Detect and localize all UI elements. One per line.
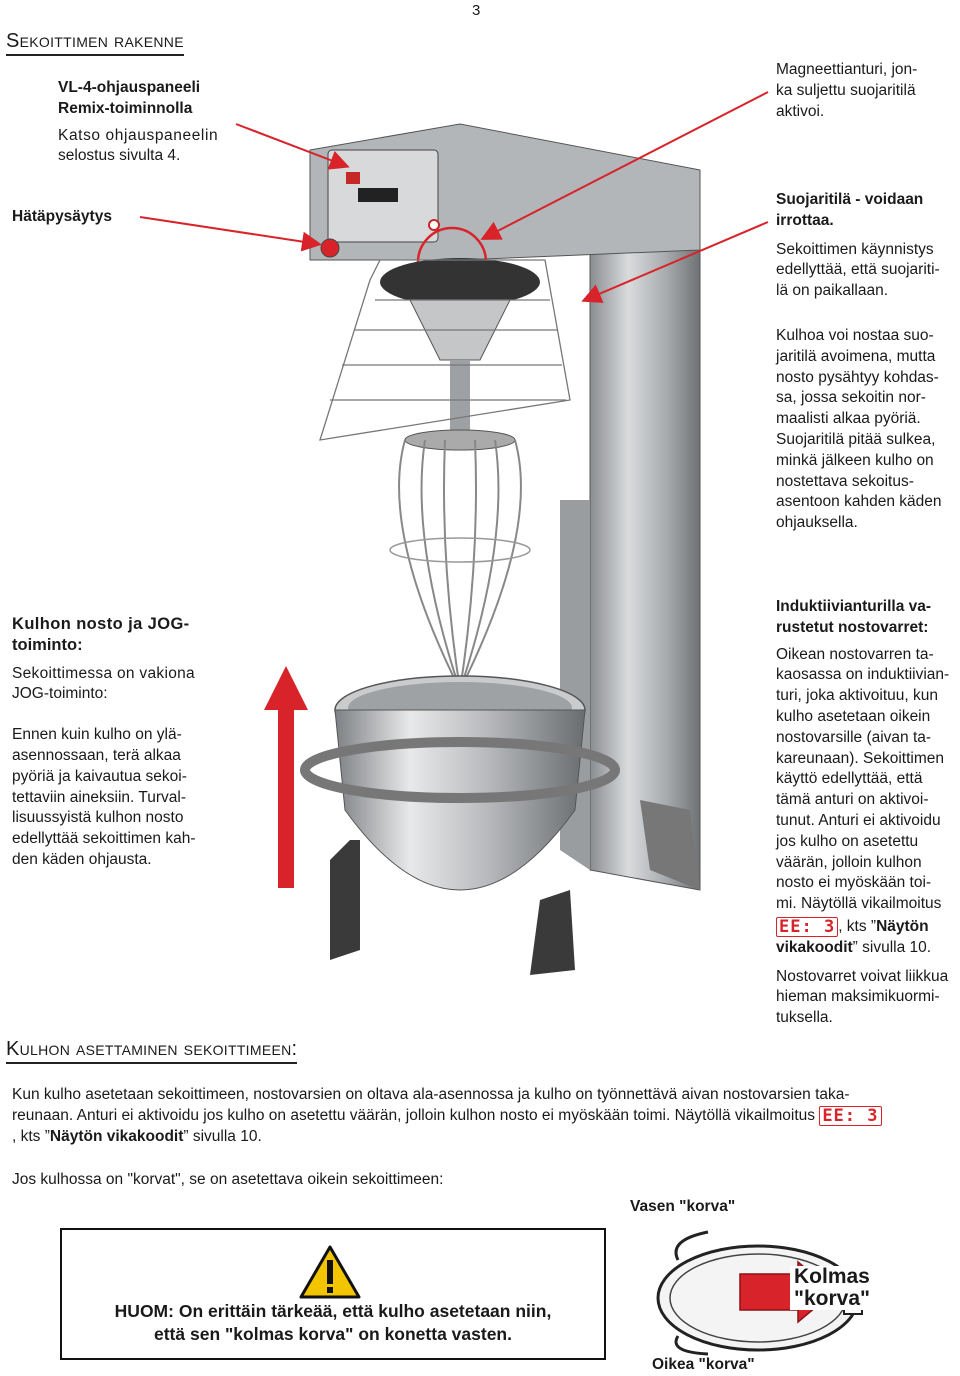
jog-p2-line: tettaviin aineksiin. Turval-	[12, 788, 187, 806]
induction-note-line: Nostovarret voivat liikkua	[776, 967, 949, 985]
jog-p2-line: lisuussyistä kulhon nosto	[12, 809, 184, 827]
induction-note-line: tuksella.	[776, 1009, 833, 1027]
guard-start-line: edellyttää, että suojariti-	[776, 261, 940, 279]
magnetic-sensor-line: aktivoi.	[776, 102, 825, 120]
induction-note-line: hieman maksimikuormi-	[776, 988, 940, 1006]
guard-lift-line: minkä jälkeen kulho on	[776, 451, 934, 469]
error-code-display: EE: 3	[819, 1106, 881, 1126]
jog-p2-line: asennossaan, terä alkaa	[12, 746, 181, 764]
placement-ears-text: Jos kulhossa on "korvat", se on asetettava oikein sekoittimeen:	[12, 1171, 444, 1188]
placement-paragraph	[12, 1085, 952, 1147]
placement-line	[12, 1106, 952, 1127]
arrow-emergency-stop	[140, 217, 318, 244]
warning-icon	[298, 1244, 362, 1300]
induction-ref-line	[776, 917, 960, 938]
guard-lift-line: Kulhoa voi nostaa suo-	[776, 327, 934, 344]
third-ear-line: Kolmas	[794, 1265, 870, 1288]
jog-title-line: Kulhon nosto ja JOG-	[12, 615, 190, 633]
guard-lift-line: Suojaritilä pitää sulkea,	[776, 430, 936, 448]
induction-body-line: nostovarsille (aivan ta-	[776, 728, 932, 746]
guard-lift-line: nostettava sekoitus-	[776, 472, 914, 490]
placement-ref-pre: , kts ”	[12, 1127, 50, 1145]
jog-p2-line: pyöriä ja kaivautua sekoi-	[12, 767, 187, 785]
warning-box	[60, 1228, 606, 1360]
jog-p2-line: den käden ohjausta.	[12, 850, 152, 868]
guard-lift-line: maalisti alkaa pyöriä.	[776, 410, 921, 428]
induction-title-line: rustetut nostovarret:	[776, 618, 929, 636]
control-panel-title-1: VL-4-ohjauspaneeli	[58, 79, 201, 96]
induction-body-line: nosto ei myöskään toi-	[776, 874, 932, 892]
jog-p1-line: JOG-toiminto:	[12, 685, 108, 703]
jog-p1-line: Sekoittimessa on vakiona	[12, 664, 195, 682]
magnetic-sensor-line: Magneettianturi, jon-	[776, 61, 918, 78]
warning-line: että sen "kolmas korva" on konetta vasten.	[154, 1324, 512, 1344]
section-heading-structure: Sekoittimen rakenne	[6, 30, 184, 56]
placement-ref-post: ” sivulla 10.	[183, 1127, 262, 1145]
induction-body-line: jos kulho on asetettu	[776, 832, 919, 850]
callout-arrows	[0, 0, 960, 600]
guard-start-line: lä on paikallaan.	[776, 282, 889, 300]
section-heading-placement: Kulhon asettaminen sekoittimeen:	[6, 1038, 297, 1064]
left-ear-label: Vasen "korva"	[630, 1198, 736, 1215]
control-panel-desc-2: selostus sivulta 4.	[58, 147, 181, 165]
jog-title-line: toiminto:	[12, 635, 83, 654]
page-number: 3	[472, 2, 481, 19]
arrow-magnetic-sensor	[484, 92, 768, 238]
guard-title-line: Suojaritilä - voidaan	[776, 191, 924, 208]
induction-ref-pre: , kts ”	[838, 918, 877, 936]
placement-line	[12, 1127, 952, 1148]
control-panel-title-2: Remix-toiminnolla	[58, 99, 193, 117]
third-ear-line: "korva"	[794, 1287, 870, 1310]
error-code-display: EE: 3	[776, 917, 838, 937]
guard-lift-line: asentoon kahden käden	[776, 493, 942, 511]
arrow-guard	[585, 222, 768, 300]
right-ear-label: Oikea "korva"	[652, 1356, 755, 1373]
guard-lift-line: ohjauksella.	[776, 514, 858, 532]
induction-ref-post: ” sivulla 10.	[852, 938, 932, 956]
jog-p2-line: edellyttää sekoittimen kah-	[12, 830, 196, 848]
guard-title-line: irrottaa.	[776, 211, 834, 229]
induction-body-line: kareunaan). Sekoittimen	[776, 749, 945, 767]
induction-body-line: tämä anturi on aktivoi-	[776, 791, 929, 809]
guard-lift-line: jaritilä avoimena, mutta	[776, 347, 936, 365]
magnetic-sensor-line: ka suljettu suojaritilä	[776, 81, 916, 99]
jog-p2-line: Ennen kuin kulho on ylä-	[12, 726, 182, 744]
induction-title-line: Induktiivianturilla va-	[776, 598, 932, 615]
induction-body-line: turi, joka aktivoituu, kun	[776, 687, 938, 705]
induction-ref-bold: vikakoodit	[776, 938, 853, 956]
control-panel-desc-1: Katso ohjauspaneelin	[58, 126, 219, 144]
induction-body-line: mi. Näytöllä vikailmoitus	[776, 895, 942, 913]
third-ear-label	[790, 1266, 874, 1310]
guard-start-line: Sekoittimen käynnistys	[776, 240, 934, 258]
placement-line-text: reunaan. Anturi ei aktivoidu jos kulho on asetettu väärän, jolloin kulhon nosto ei myöskään toimi. Näytöllä vikailmoitus	[12, 1106, 815, 1124]
jog-text	[12, 614, 230, 871]
guard-lift-line: sa, jossa sekoitin nor-	[776, 389, 926, 407]
induction-body-line: Oikean nostovarren ta-	[776, 645, 934, 663]
induction-body-line: väärän, jolloin kulhon	[776, 853, 922, 871]
placement-ref-bold: Näytön vikakoodit	[49, 1127, 184, 1145]
induction-body-line: kulho asetetaan oikein	[776, 707, 931, 725]
induction-text	[776, 597, 960, 1029]
induction-body-line: kaosassa on induktiivian-	[776, 666, 950, 684]
emergency-stop-label: Hätäpysäytys	[12, 208, 112, 225]
induction-body-line: tunut. Anturi ei aktivoidu	[776, 811, 941, 829]
induction-body-line: käyttö edellyttää, että	[776, 770, 923, 788]
induction-ref-bold: Näytön	[876, 918, 929, 936]
arrow-control-panel	[236, 124, 346, 166]
warning-line: HUOM: On erittäin tärkeää, että kulho asetetaan niin,	[114, 1301, 552, 1321]
placement-line: Kun kulho asetetaan sekoittimeen, nostovarsien on oltava ala-asennossa ja kulho on työnnettävä aivan nostovarsien taka-	[12, 1086, 850, 1103]
guard-lift-line: nosto pysähtyy kohdas-	[776, 368, 939, 386]
